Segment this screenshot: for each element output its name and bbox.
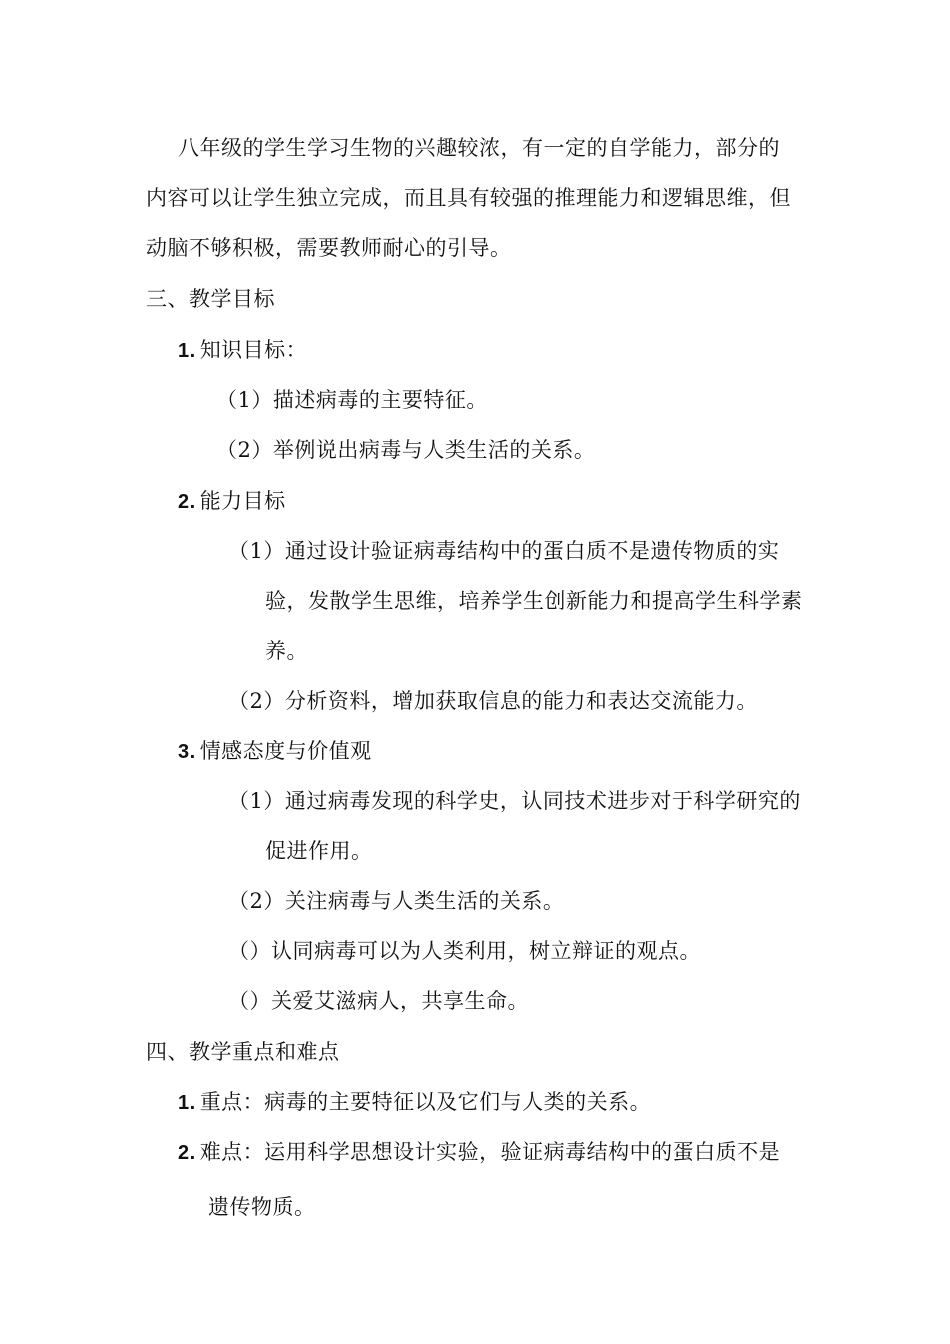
key-point — [178, 1088, 651, 1117]
ability-item-1-line-3: 养。 — [265, 639, 308, 663]
emotion-objective-heading — [178, 737, 372, 766]
knowledge-objective-heading — [178, 336, 307, 365]
difficult-point-line-2: 遗传物质。 — [208, 1195, 316, 1219]
list-number: 2. — [178, 491, 196, 513]
intro-line-2: 内容可以让学生独立完成，而且具有较强的推理能力和逻辑思维，但 — [146, 186, 791, 210]
ability-item-1-line-2: 验，发散学生思维，培养学生创新能力和提高学生科学素 — [265, 589, 803, 613]
ability-item-2: （2）分析资料，增加获取信息的能力和表达交流能力。 — [228, 689, 758, 713]
knowledge-objective-title: 知识目标： — [199, 338, 308, 362]
section-heading-objectives: 三、教学目标 — [146, 287, 275, 311]
emotion-item-1-line-2: 促进作用。 — [265, 839, 373, 863]
key-point-text: 重点：病毒的主要特征以及它们与人类的关系。 — [199, 1090, 652, 1114]
list-number: 1. — [178, 1092, 196, 1114]
list-number: 3. — [178, 741, 196, 763]
knowledge-item-2: （2）举例说出病毒与人类生活的关系。 — [216, 438, 596, 462]
emotion-item-3: （）认同病毒可以为人类利用，树立辩证的观点。 — [228, 939, 701, 963]
knowledge-item-1: （1）描述病毒的主要特征。 — [216, 388, 488, 412]
ability-objective-heading — [178, 487, 286, 516]
ability-item-1-line-1: （1）通过设计验证病毒结构中的蛋白质不是遗传物质的实 — [228, 539, 780, 563]
ability-objective-title: 能力目标 — [199, 489, 286, 513]
section-heading-key-difficult: 四、教学重点和难点 — [146, 1040, 340, 1064]
list-number: 1. — [178, 340, 196, 362]
list-number: 2. — [178, 1142, 196, 1164]
emotion-objective-title: 情感态度与价值观 — [199, 739, 372, 763]
emotion-item-1-line-1: （1）通过病毒发现的科学史，认同技术进步对于科学研究的 — [228, 789, 801, 813]
emotion-item-2: （2）关注病毒与人类生活的关系。 — [228, 889, 565, 913]
difficult-point-text: 难点：运用科学思想设计实验，验证病毒结构中的蛋白质不是 — [199, 1140, 781, 1164]
emotion-item-4: （）关爱艾滋病人，共享生命。 — [228, 989, 529, 1013]
intro-line-3: 动脑不够积极，需要教师耐心的引导。 — [146, 236, 512, 260]
intro-line-1: 八年级的学生学习生物的兴趣较浓，有一定的自学能力，部分的 — [178, 136, 780, 160]
difficult-point-line-1 — [178, 1138, 780, 1167]
